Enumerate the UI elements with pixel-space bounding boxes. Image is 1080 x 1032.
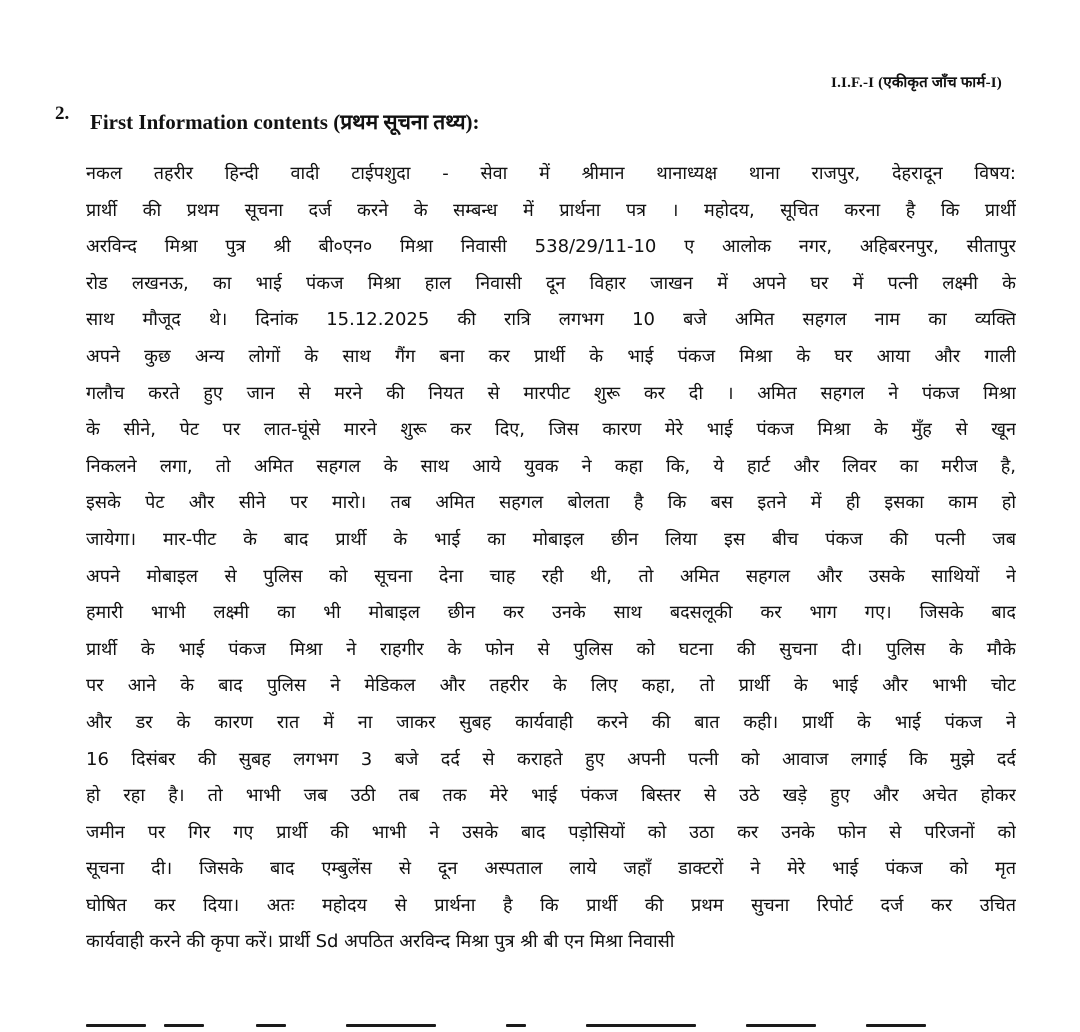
body-line: साथ मौजूद थे। दिनांक 15.12.2025 की रात्रि लगभग 10 बजे अमित सहगल नाम का व्यक्ति [86, 309, 1016, 331]
body-line: 16 दिसंबर की सुबह लगभग 3 बजे दर्द से कराहते हुए अपनी पत्नी को आवाज लगाई कि मुझे दर्द [86, 748, 1016, 770]
section-heading: First Information contents (प्रथम सूचना तथ्य): [90, 110, 480, 134]
body-line: सूचना दी। जिसके बाद एम्बुलेंस से दून अस्पताल लाये जहाँ डाक्टरों ने मेरे भाई पंकज को मृत [86, 858, 1016, 880]
body-line: प्रार्थी के भाई पंकज मिश्रा ने राहगीर के फोन से पुलिस को घटना की सुचना दी। पुलिस के मौके [86, 638, 1016, 660]
body-line: जमीन पर गिर गए प्रार्थी की भाभी ने उसके बाद पड़ोसियों को उठा कर उनके फोन से परिजनों को [86, 821, 1016, 843]
body-line: कार्यवाही करने की कृपा करें। प्रार्थी Sd अपठित अरविन्द मिश्रा पुत्र श्री बी एन मिश्रा निवासी [86, 931, 675, 953]
body-line: जायेगा। मार-पीट के बाद प्रार्थी के भाई का मोबाइल छीन लिया इस बीच पंकज की पत्नी जब [86, 528, 1016, 550]
body-line: पर आने के बाद पुलिस ने मेडिकल और तहरीर के लिए कहा, तो प्रार्थी के भाई और भाभी चोट [86, 675, 1016, 697]
first-information-body [86, 156, 1016, 961]
body-line: गलौच करते हुए जान से मरने की नियत से मारपीट शुरू कर दी । अमित सहगल ने पंकज मिश्रा [86, 382, 1016, 404]
body-line: के सीने, पेट पर लात-घूंसे मारने शुरू कर दिए, जिस कारण मेरे भाई पंकज मिश्रा के मुँह से खून [86, 419, 1016, 441]
body-line: हमारी भाभी लक्ष्मी का भी मोबाइल छीन कर उनके साथ बदसलूकी कर भाग गए। जिसके बाद [86, 602, 1016, 624]
form-identifier: I.I.F.-I (एकीकृत जाँच फार्म-I) [831, 75, 1002, 91]
body-line: अरविन्द मिश्रा पुत्र श्री बी०एन० मिश्रा निवासी 538/29/11-10 ए आलोक नगर, अहिबरनपुर, सीतापुर [86, 236, 1016, 258]
body-line: अपने मोबाइल से पुलिस को सूचना देना चाह रही थी, तो अमित सहगल और उसके साथियों ने [86, 565, 1016, 587]
body-line: रोड लखनऊ, का भाई पंकज मिश्रा हाल निवासी दून विहार जाखन में अपने घर में पत्नी लक्ष्मी के [86, 272, 1016, 294]
body-line: नकल तहरीर हिन्दी वादी टाईपशुदा - सेवा में श्रीमान थानाध्यक्ष थाना राजपुर, देहरादून विषय: [86, 163, 1016, 184]
cropped-next-line [86, 1020, 966, 1032]
body-line: और डर के कारण रात में ना जाकर सुबह कार्यवाही करने की बात कही। प्रार्थी के भाई पंकज ने [86, 711, 1016, 733]
body-line: अपने कुछ अन्य लोगों के साथ गैंग बना कर प्रार्थी के भाई पंकज मिश्रा के घर आया और गाली [86, 345, 1016, 367]
body-line: इसके पेट और सीने पर मारो। तब अमित सहगल बोलता है कि बस इतने में ही इसका काम हो [86, 492, 1016, 514]
body-line: प्रार्थी की प्रथम सूचना दर्ज करने के सम्बन्ध में प्रार्थना पत्र । महोदय, सूचित करना है कि प्रार्थी [86, 199, 1016, 221]
body-line: घोषित कर दिया। अतः महोदय से प्रार्थना है कि प्रार्थी की प्रथम सुचना रिपोर्ट दर्ज कर उचित [86, 894, 1016, 916]
body-line: निकलने लगा, तो अमित सहगल के साथ आये युवक ने कहा कि, ये हार्ट और लिवर का मरीज है, [86, 455, 1016, 477]
body-line: हो रहा है। तो भाभी जब उठी तब तक मेरे भाई पंकज बिस्तर से उठे खड़े हुए और अचेत होकर [86, 785, 1016, 807]
section-number: 2. [55, 103, 70, 124]
